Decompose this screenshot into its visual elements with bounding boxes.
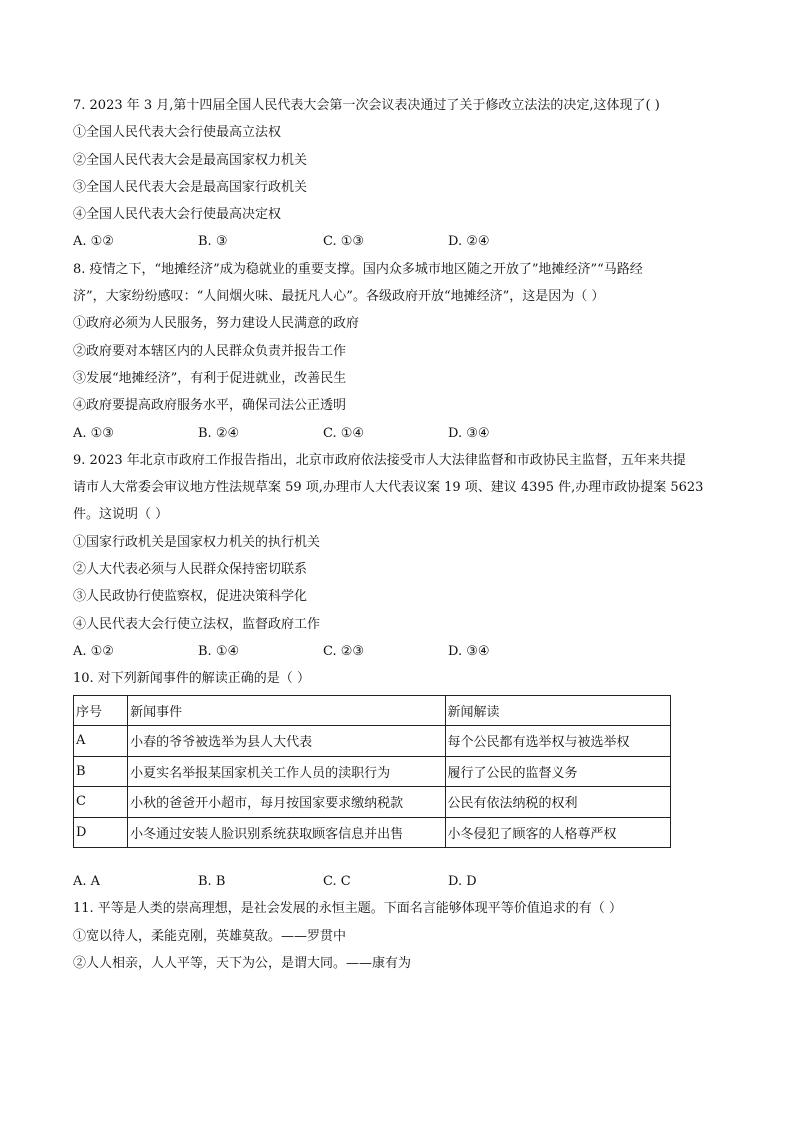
option-d[interactable]: D. ③④ — [448, 643, 490, 659]
answer-options — [73, 228, 733, 255]
table-header-row — [74, 695, 671, 726]
statement-item: ③发展“地摊经济”，有利于促进就业，改善民生 — [73, 370, 347, 386]
table-row — [74, 756, 671, 787]
statement-item: ①国家行政机关是国家权力机关的执行机关 — [73, 534, 321, 550]
table-cell: C — [74, 787, 128, 818]
statement-item: ①宽以待人，柔能克刚，英雄莫敌。——罗贯中 — [73, 928, 347, 944]
option-d[interactable]: D. ③④ — [448, 425, 490, 441]
option-d[interactable]: D. ②④ — [448, 234, 490, 250]
answer-options — [73, 868, 733, 895]
question-stem: 9. 2023 年北京市政府工作报告指出，北京市政府依法接受市人大法律监督和市政协民主监督，五年来共提 — [73, 452, 686, 468]
option-c[interactable]: C. ①④ — [323, 425, 365, 441]
table-cell: 小夏实名举报某国家机关工作人员的渎职行为 — [128, 756, 445, 787]
question-8 — [73, 256, 733, 447]
option-b[interactable]: B. B — [198, 874, 226, 890]
table-cell: 小春的爷爷被选举为县人大代表 — [128, 726, 445, 757]
statement-item: ②政府要对本辖区内的人民群众负责并报告工作 — [73, 343, 347, 359]
option-a[interactable]: A. ①② — [73, 643, 114, 659]
statement-item: ①全国人民代表大会行使最高立法权 — [73, 125, 282, 141]
statement-item: ①政府必须为人民服务，努力建设人民满意的政府 — [73, 316, 360, 332]
column-header: 序号 — [74, 695, 128, 726]
option-a[interactable]: A. ①③ — [73, 425, 114, 441]
table-cell: 履行了公民的监督义务 — [445, 756, 670, 787]
statement-item: ④全国人民代表大会行使最高决定权 — [73, 207, 282, 223]
statement-item: ②人人相亲，人人平等，天下为公，是谓大同。——康有为 — [73, 955, 412, 971]
question-11 — [73, 895, 733, 977]
option-d[interactable]: D. D — [448, 874, 477, 890]
option-b[interactable]: B. ①④ — [198, 643, 240, 659]
question-stem: 11. 平等是人类的崇高理想，是社会发展的永恒主题。下面名言能够体现平等价值追求的有（ ） — [73, 901, 622, 917]
statement-item: ④人民代表大会行使立法权，监督政府工作 — [73, 616, 321, 632]
table-row — [74, 787, 671, 818]
question-7 — [73, 92, 733, 256]
table-cell: 小秋的爸爸开小超市，每月按国家要求缴纳税款 — [128, 787, 445, 818]
question-stem: 7. 2023 年 3 月,第十四届全国人民代表大会第一次会议表决通过了关于修改立法法的决定,这体现了( ) — [73, 98, 660, 113]
option-c[interactable]: C. ①③ — [323, 234, 365, 250]
question-stem-continued: 件。这说明（ ） — [73, 507, 169, 523]
option-a[interactable]: A. A — [73, 874, 101, 890]
question-10 — [73, 665, 733, 895]
table-row — [74, 817, 671, 848]
option-b[interactable]: B. ②④ — [198, 425, 240, 441]
question-9 — [73, 447, 733, 665]
table-cell: B — [74, 756, 128, 787]
column-header: 新闻事件 — [128, 695, 445, 726]
table-cell: 公民有依法纳税的权利 — [445, 787, 670, 818]
answer-options — [73, 638, 733, 665]
table-cell: D — [74, 817, 128, 848]
option-b[interactable]: B. ③ — [198, 234, 228, 250]
option-c[interactable]: C. ②③ — [323, 643, 365, 659]
table-cell: 每个公民都有选举权与被选举权 — [445, 726, 670, 757]
exam-page — [73, 92, 733, 977]
question-stem-continued: 济”，大家纷纷感叹：“人间烟火味、最抚凡人心”。各级政府开放“地摊经济”，这是因为（ ） — [73, 289, 605, 305]
question-stem-continued: 请市人大常委会审议地方性法规草案 59 项,办理市人大代表议案 19 项、建议 4395 件,办理市政协提案 5623 — [73, 480, 704, 496]
table-cell: 小冬侵犯了顾客的人格尊严权 — [445, 817, 670, 848]
statement-item: ③人民政协行使监察权，促进决策科学化 — [73, 589, 308, 605]
table-cell: 小冬通过安装人脸识别系统获取顾客信息并出售 — [128, 817, 445, 848]
option-a[interactable]: A. ①② — [73, 234, 114, 250]
statement-item: ②人大代表必须与人民群众保持密切联系 — [73, 562, 308, 578]
news-table — [73, 695, 671, 849]
option-c[interactable]: C. C — [323, 874, 351, 890]
question-stem: 10. 对下列新闻事件的解读正确的是（ ） — [73, 671, 310, 687]
answer-options — [73, 420, 733, 447]
question-stem: 8. 疫情之下，“地摊经济”成为稳就业的重要支撑。国内众多城市地区随之开放了”地摊经济”“马路经 — [73, 261, 643, 277]
table-cell: A — [74, 726, 128, 757]
statement-item: ④政府要提高政府服务水平，确保司法公正透明 — [73, 398, 347, 414]
column-header: 新闻解读 — [445, 695, 670, 726]
statement-item: ②全国人民代表大会是最高国家权力机关 — [73, 152, 308, 168]
statement-item: ③全国人民代表大会是最高国家行政机关 — [73, 179, 308, 195]
table-row — [74, 726, 671, 757]
